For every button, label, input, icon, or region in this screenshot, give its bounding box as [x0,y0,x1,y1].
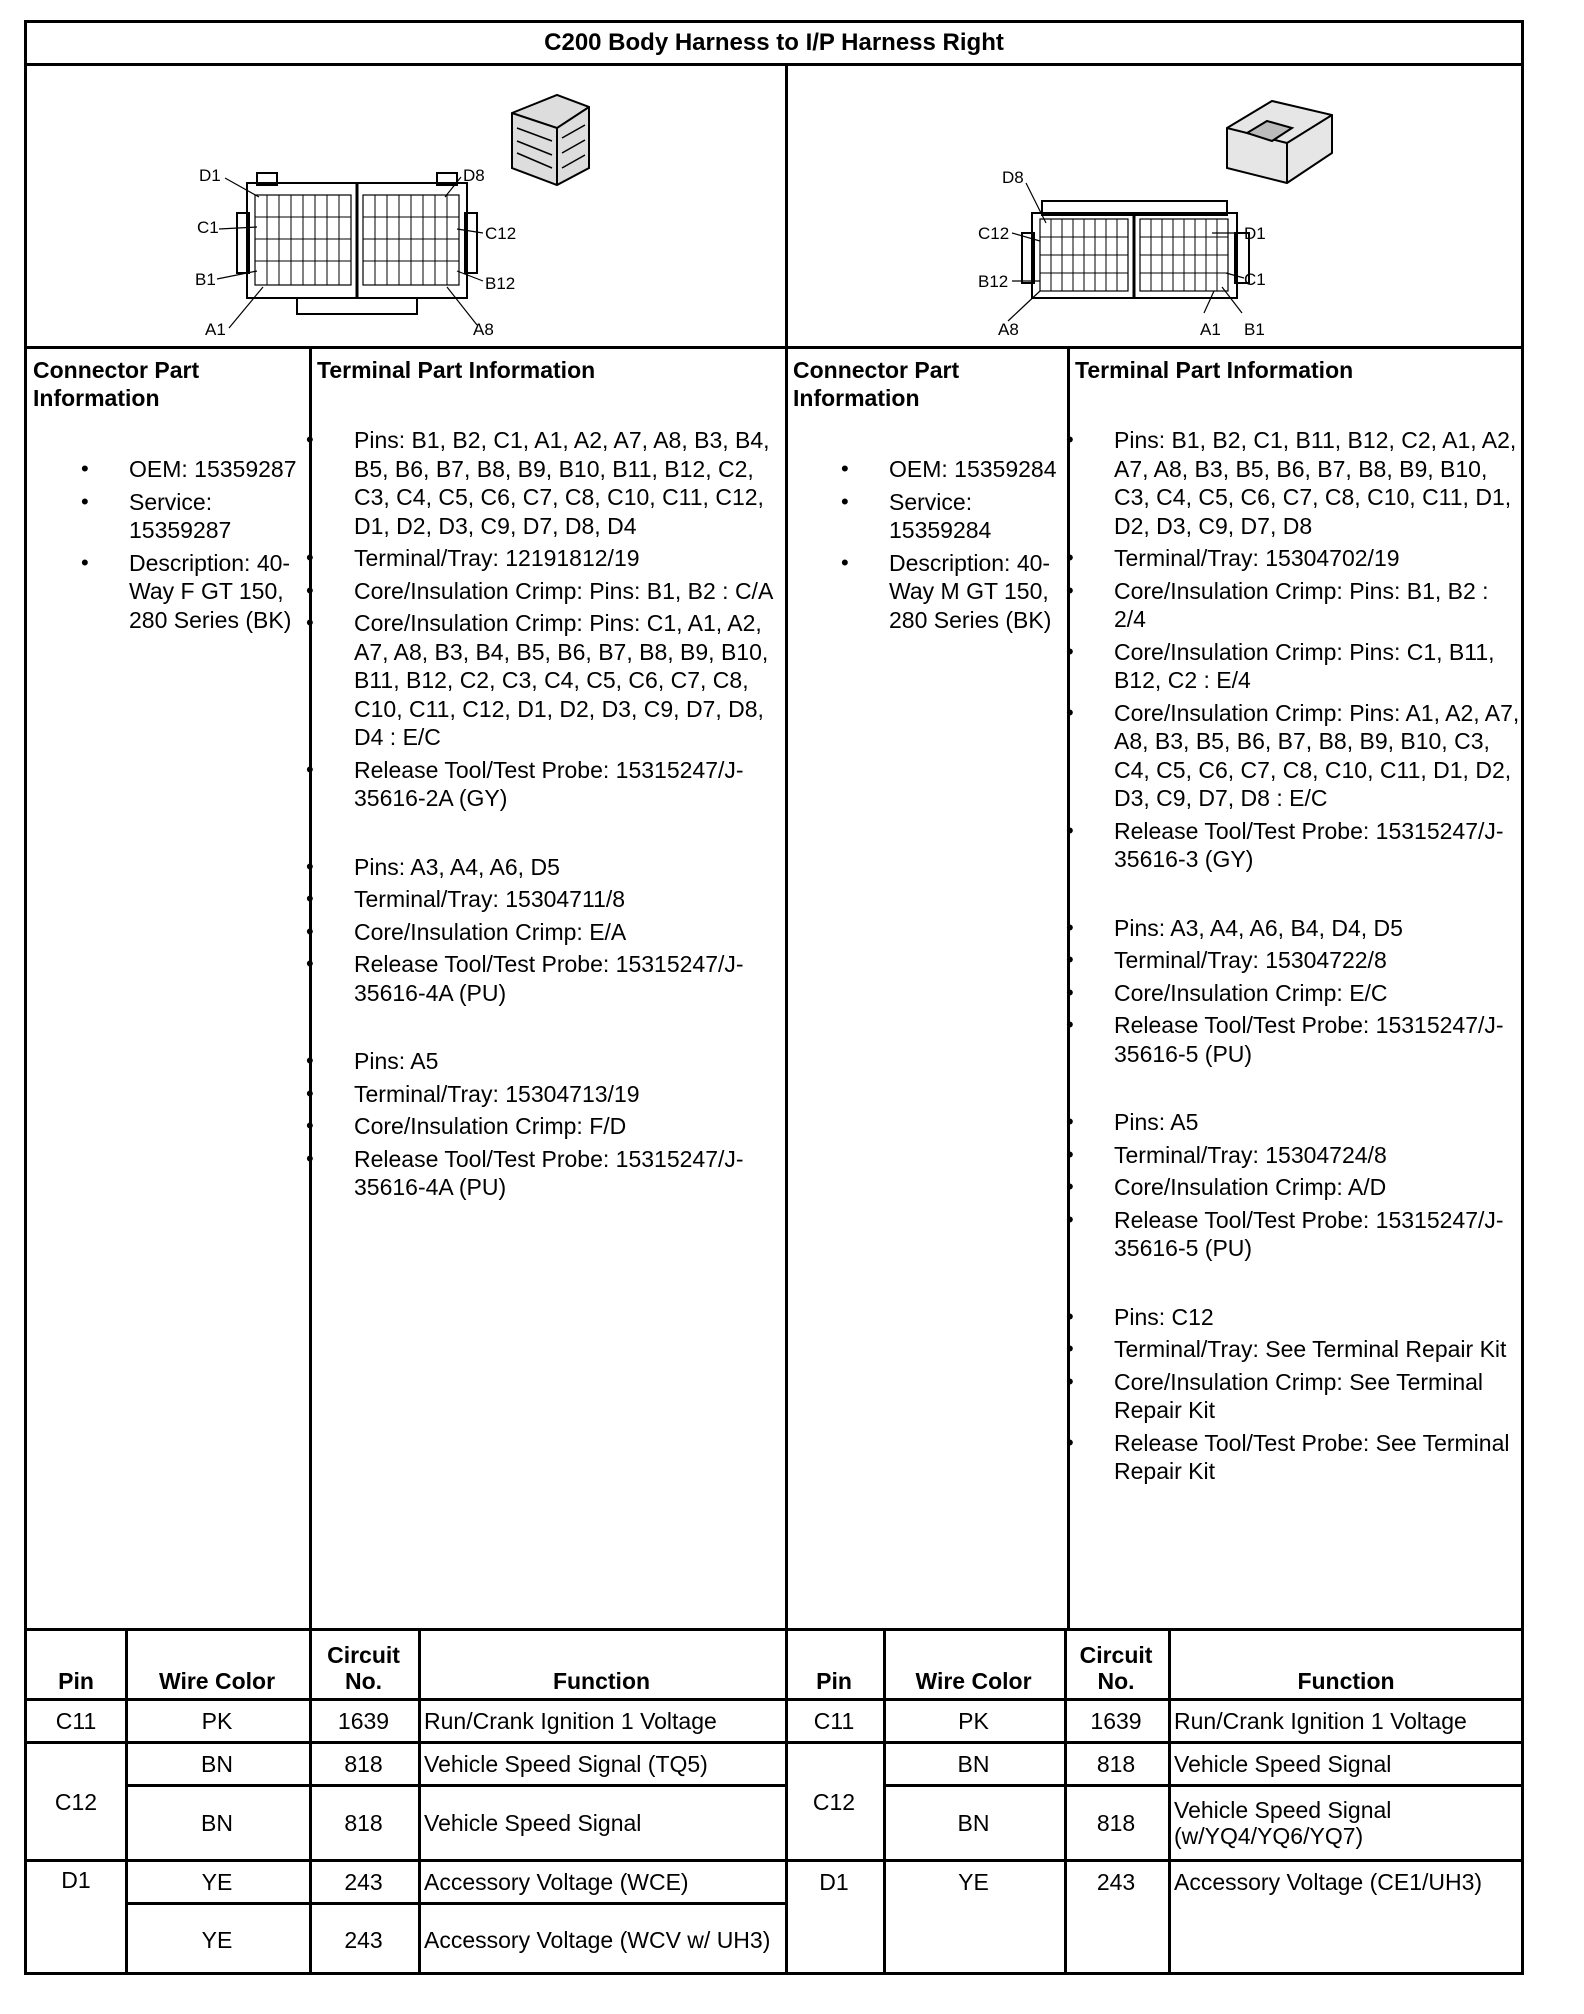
list-item: • Description: 40-Way F GT 150, 280 Series (BK) [129,549,307,635]
function-cell: Run/Crank Ignition 1 Voltage [424,1708,717,1734]
list-item: • Core/Insulation Crimp: E/C [1114,979,1524,1008]
list-item: • Pins: A3, A4, A6, B4, D4, D5 [1114,914,1524,943]
circuit-cell: 818 [1096,1751,1136,1777]
function-cell: Accessory Voltage (CE1/UH3) [1174,1869,1483,1895]
circuit-cell: 243 [344,1869,383,1895]
pin-cell: D1 [819,1869,849,1895]
right-pin-table [785,1628,1524,1975]
wire-cell: BN [201,1751,233,1777]
list-item: • Pins: A5 [354,1047,782,1076]
list-item: • Service: 15359287 [129,488,307,545]
label-a8: A8 [473,320,494,338]
wire-cell: YE [201,1927,233,1953]
list-item: • Core/Insulation Crimp: Pins: B1, B2 : 2/4 [1114,577,1524,634]
list-item: • Release Tool/Test Probe: 15315247/J-35616-4A (PU) [354,950,782,1007]
column-header-circuit: Circuit No. [1079,1642,1153,1694]
list-item: • Pins: C12 [1114,1303,1524,1332]
table-rule [1168,1628,1171,1975]
pin-cell: C11 [813,1708,855,1734]
label-d1: D1 [199,166,221,185]
column-header-pin: Pin [816,1668,852,1694]
terminal-group [1114,1108,1524,1263]
circuit-cell: 818 [1096,1810,1136,1836]
list-item: • Core/Insulation Crimp: A/D [1114,1173,1524,1202]
left-connector-list [129,455,307,634]
list-item: • Service: 15359284 [889,488,1067,545]
list-item: • Description: 40-Way M GT 150, 280 Series (BK) [889,549,1067,635]
wire-cell: BN [957,1810,990,1836]
label-c12: C12 [485,224,517,243]
list-item: • Release Tool/Test Probe: 15315247/J-35616-3 (GY) [1114,817,1524,874]
label-a8: A8 [998,320,1019,338]
right-connector-heading: Connector Part Information [793,357,960,411]
wire-cell: PK [201,1708,233,1734]
terminal-group [1114,426,1524,874]
label-c1: C1 [197,218,219,237]
pin-cell: C12 [54,1788,98,1815]
list-item: • Pins: A3, A4, A6, D5 [354,853,782,882]
list-item: • Core/Insulation Crimp: E/A [354,918,782,947]
label-c1: C1 [1244,270,1266,289]
circuit-cell: 1639 [337,1708,390,1734]
function-cell: Run/Crank Ignition 1 Voltage [1174,1708,1467,1734]
label-a1: A1 [1200,320,1221,338]
wire-cell: BN [201,1810,233,1836]
left-pin-table [27,1628,785,1975]
function-cell: Vehicle Speed Signal (w/YQ4/YQ6/YQ7) [1174,1797,1392,1849]
list-item: • Terminal/Tray: 15304724/8 [1114,1141,1524,1170]
function-cell: Accessory Voltage (WCE) [424,1869,689,1895]
label-c12: C12 [978,224,1010,243]
wire-cell: PK [958,1708,989,1734]
function-cell: Accessory Voltage (WCV w/ UH3) [424,1927,771,1953]
function-cell: Vehicle Speed Signal (TQ5) [424,1751,708,1777]
column-header-function: Function [552,1668,651,1694]
list-item: • Release Tool/Test Probe: 15315247/J-35616-5 (PU) [1114,1011,1524,1068]
diagram-divider [27,346,1521,349]
connector-document [24,20,1524,1975]
list-item: • Terminal/Tray: 12191812/19 [354,544,782,573]
list-item: • Pins: B1, B2, C1, A1, A2, A7, A8, B3, B4, B5, B6, B7, B8, B9, B10, B11, B12, C2, C3, C4, C5, C6, C7, C8, C10, C11, C12, D1, D2, D3, C9, D7, D8, D4 [354,426,782,540]
list-item: • Release Tool/Test Probe: See Terminal Repair Kit [1114,1429,1524,1486]
column-header-wire: Wire Color [915,1668,1032,1694]
list-item: • Terminal/Tray: 15304713/19 [354,1080,782,1109]
label-b1: B1 [195,270,216,289]
label-d8: D8 [1002,168,1024,187]
list-item: • Terminal/Tray: 15304722/8 [1114,946,1524,975]
label-b1: B1 [1244,320,1265,338]
list-item: • Core/Insulation Crimp: Pins: B1, B2 : C/A [354,577,782,606]
left-connector-heading: Connector Part Information [33,357,200,411]
terminal-group [1114,914,1524,1069]
list-item: • Terminal/Tray: 15304711/8 [354,885,782,914]
pin-cell: C11 [55,1708,97,1734]
label-b12: B12 [978,272,1009,291]
terminal-group [354,1047,782,1202]
column-header-wire: Wire Color [158,1668,276,1694]
left-terminal-groups [354,426,782,1242]
list-item: • OEM: 15359287 [129,455,307,484]
left-info-divider [309,346,312,1628]
function-cell: Vehicle Speed Signal [424,1810,642,1836]
column-header-pin: Pin [58,1668,94,1694]
list-item: • OEM: 15359284 [889,455,1067,484]
list-item: • Core/Insulation Crimp: See Terminal Repair Kit [1114,1368,1524,1425]
circuit-cell: 243 [344,1927,383,1953]
right-connector-list [889,455,1067,634]
circuit-cell: 243 [1096,1869,1136,1895]
list-item: • Pins: B1, B2, C1, B11, B12, C2, A1, A2, A7, A8, B3, B5, B6, B7, B8, B9, B10, C3, C4, C5, C6, C7, C8, C10, C11, D1, D2, D3, C9, D7, D8 [1114,426,1524,540]
label-a1: A1 [205,320,226,338]
circuit-cell: 818 [344,1810,383,1836]
list-item: • Terminal/Tray: 15304702/19 [1114,544,1524,573]
list-item: • Core/Insulation Crimp: Pins: C1, A1, A2, A7, A8, B3, B4, B5, B6, B7, B8, B9, B10, B11, B12, C2, C3, C4, C5, C6, C7, C8, C10, C11, C12, D1, D2, D3, C9, D7, D8, D4 : E/C [354,609,782,752]
list-item: • Release Tool/Test Probe: 15315247/J-35616-2A (GY) [354,756,782,813]
male-connector-diagram [942,73,1382,338]
female-connector-diagram [177,73,617,338]
wire-cell: YE [201,1869,233,1895]
circuit-cell: 1639 [1090,1708,1142,1734]
page-title: C200 Body Harness to I/P Harness Right [27,23,1521,66]
circuit-cell: 818 [344,1751,383,1777]
right-terminal-groups [1114,426,1524,1526]
function-cell: Vehicle Speed Signal [1174,1751,1392,1777]
list-item: • Release Tool/Test Probe: 15315247/J-35616-4A (PU) [354,1145,782,1202]
column-header-circuit: Circuit No. [327,1642,400,1694]
table-rule [418,1628,421,1975]
list-item: • Core/Insulation Crimp: F/D [354,1112,782,1141]
pin-cell: C12 [812,1788,856,1815]
column-header-function: Function [1297,1668,1395,1694]
terminal-group [1114,1303,1524,1486]
left-terminal-heading: Terminal Part Information [317,357,596,383]
list-item: • Terminal/Tray: See Terminal Repair Kit [1114,1335,1524,1364]
terminal-group [354,853,782,1008]
label-d1: D1 [1244,224,1266,243]
list-item: • Pins: A5 [1114,1108,1524,1137]
wire-cell: BN [957,1751,990,1777]
label-b12: B12 [485,274,516,293]
right-terminal-heading: Terminal Part Information [1075,357,1354,383]
list-item: • Release Tool/Test Probe: 15315247/J-35616-5 (PU) [1114,1206,1524,1263]
terminal-group [354,426,782,813]
pin-cell: D1 [61,1867,91,1893]
list-item: • Core/Insulation Crimp: Pins: A1, A2, A7, A8, B3, B5, B6, B7, B8, B9, B10, C3, C4, C5, C6, C7, C8, C10, C11, D1, D2, D3, C9, D7, D8 : E/C [1114,699,1524,813]
label-d8: D8 [463,166,485,185]
list-item: • Core/Insulation Crimp: Pins: C1, B11, B12, C2 : E/4 [1114,638,1524,695]
wire-cell: YE [958,1869,989,1895]
